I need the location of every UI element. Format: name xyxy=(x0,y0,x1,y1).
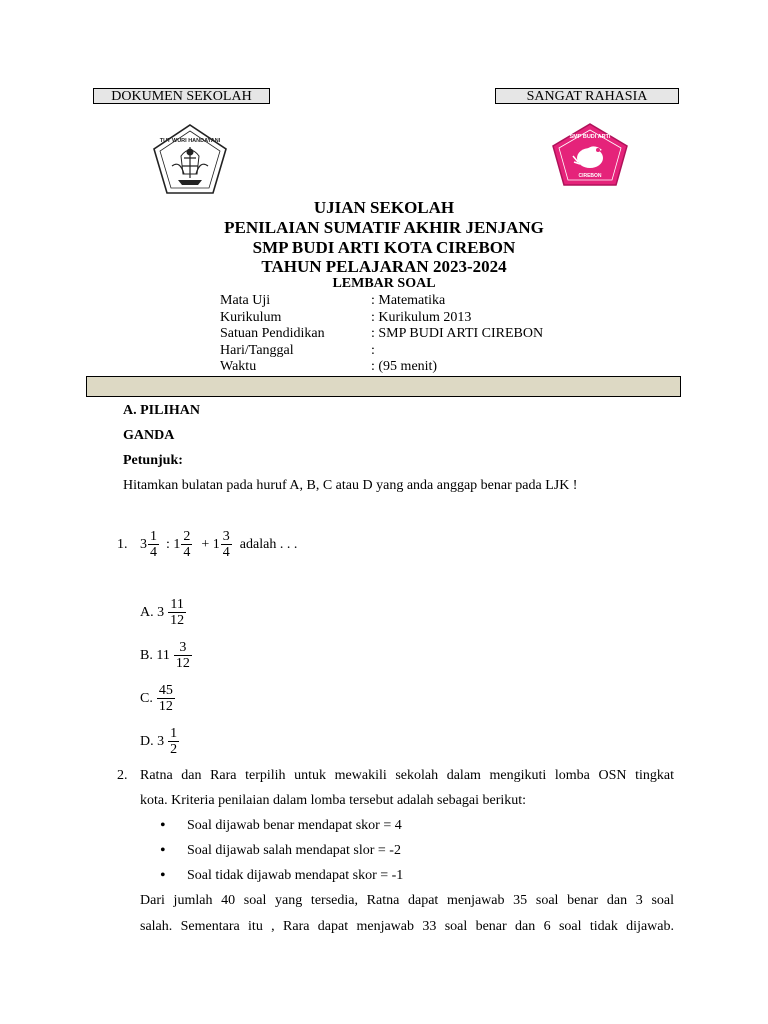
fraction xyxy=(148,529,159,560)
list-item-text: Soal dijawab salah mendapat slor = -2 xyxy=(187,843,401,858)
info-label: Kurikulum xyxy=(220,309,282,325)
tut-wuri-handayani-logo xyxy=(150,122,230,196)
option-label: B. 11 xyxy=(140,647,170,663)
operator-plus: + 1 xyxy=(201,536,220,552)
fraction xyxy=(168,726,179,757)
list-item xyxy=(160,817,402,834)
question-suffix: adalah . . . xyxy=(239,536,298,552)
option-label: C. xyxy=(140,690,153,706)
list-item-text: Soal dijawab benar mendapat skor = 4 xyxy=(187,818,402,833)
smp-budi-arti-logo xyxy=(550,122,630,188)
fraction xyxy=(174,640,192,671)
section-heading-line2: GANDA xyxy=(123,428,175,443)
academic-year: TAHUN PELAJARAN 2023-2024 xyxy=(261,257,507,276)
info-value: : SMP BUDI ARTI CIREBON xyxy=(371,326,544,341)
question-1-expression xyxy=(140,521,297,567)
info-value: : (95 menit) xyxy=(371,359,438,374)
fraction xyxy=(157,683,175,714)
list-item-text: Soal tidak dijawab mendapat skor = -1 xyxy=(187,868,404,883)
denominator: 2 xyxy=(170,741,178,757)
operator-divide: : 1 xyxy=(166,536,181,552)
list-item xyxy=(160,867,403,884)
info-row xyxy=(220,359,543,376)
term-whole: 3 xyxy=(140,536,147,552)
exam-title: UJIAN SEKOLAH xyxy=(313,198,455,217)
bullet-icon: • xyxy=(160,817,166,834)
info-value: : xyxy=(371,342,375,358)
info-row xyxy=(220,343,543,360)
denominator: 12 xyxy=(175,655,190,671)
info-label: Hari/Tanggal xyxy=(220,342,294,358)
question-2-paragraph-line1: Dari jumlah 40 soal yang tersedia, Ratna dapat menjawab 35 soal benar dan 3 soal xyxy=(140,893,674,908)
option-d xyxy=(140,723,180,759)
fraction xyxy=(181,529,192,560)
question-2-text-line1: Ratna dan Rara terpilih untuk mewakili sekolah dalam mengikuti lomba OSN tingkat xyxy=(140,768,674,783)
school-logo-name: SMP BUDI ARTI xyxy=(569,134,611,140)
question-number: 2. xyxy=(117,768,128,783)
denominator: 4 xyxy=(150,544,157,560)
numerator: 1 xyxy=(150,528,157,544)
numerator: 2 xyxy=(183,528,191,544)
confidentiality-label: SANGAT RAHASIA xyxy=(495,88,679,104)
section-heading-line1: A. PILIHAN xyxy=(123,403,201,418)
option-b xyxy=(140,637,193,673)
instructions-heading: Petunjuk: xyxy=(123,453,183,468)
denominator: 12 xyxy=(170,612,185,628)
sheet-title: LEMBAR SOAL xyxy=(332,276,436,291)
exam-subtitle: PENILAIAN SUMATIF AKHIR JENJANG xyxy=(224,218,544,237)
option-a xyxy=(140,594,187,630)
tut-wuri-handayani-motto: TUT WURI HANDAYANI xyxy=(159,138,221,144)
denominator: 12 xyxy=(158,698,173,714)
denominator: 4 xyxy=(183,544,191,560)
info-row xyxy=(220,326,543,343)
question-2-paragraph-line2: salah. Sementara itu , Rara dapat menjawab 33 soal benar dan 6 soal tidak dijawab. xyxy=(140,919,674,934)
option-label: A. 3 xyxy=(140,604,165,620)
info-label: Mata Uji xyxy=(220,293,271,308)
exam-info-table xyxy=(220,293,543,376)
info-label: Waktu xyxy=(220,359,257,374)
bullet-icon: • xyxy=(160,867,166,884)
fraction xyxy=(221,529,232,560)
instructions-text: Hitamkan bulatan pada huruf A, B, C atau D yang anda anggap benar pada LJK ! xyxy=(123,478,578,493)
document-classification-label: DOKUMEN SEKOLAH xyxy=(93,88,270,104)
option-c xyxy=(140,680,176,716)
question-2-text-line2: kota. Kriteria penilaian dalam lomba tersebut adalah sebagai berikut: xyxy=(140,793,527,808)
info-value: : Kurikulum 2013 xyxy=(371,309,472,325)
list-item xyxy=(160,842,401,859)
numerator: 3 xyxy=(179,639,187,655)
denominator: 4 xyxy=(222,544,230,560)
numerator: 3 xyxy=(222,528,230,544)
numerator: 11 xyxy=(170,596,184,612)
fraction xyxy=(168,597,186,628)
option-label: D. 3 xyxy=(140,733,165,749)
info-row xyxy=(220,293,543,310)
numerator: 45 xyxy=(158,682,173,698)
school-logo-city: CIREBON xyxy=(578,173,602,179)
question-number: 1. xyxy=(117,537,128,552)
info-row xyxy=(220,310,543,327)
numerator: 1 xyxy=(170,725,178,741)
info-value: : Matematika xyxy=(371,293,446,308)
school-name: SMP BUDI ARTI KOTA CIREBON xyxy=(252,238,516,257)
bullet-icon: • xyxy=(160,842,166,859)
section-divider-bar xyxy=(86,376,681,397)
info-label: Satuan Pendidikan xyxy=(220,326,325,341)
